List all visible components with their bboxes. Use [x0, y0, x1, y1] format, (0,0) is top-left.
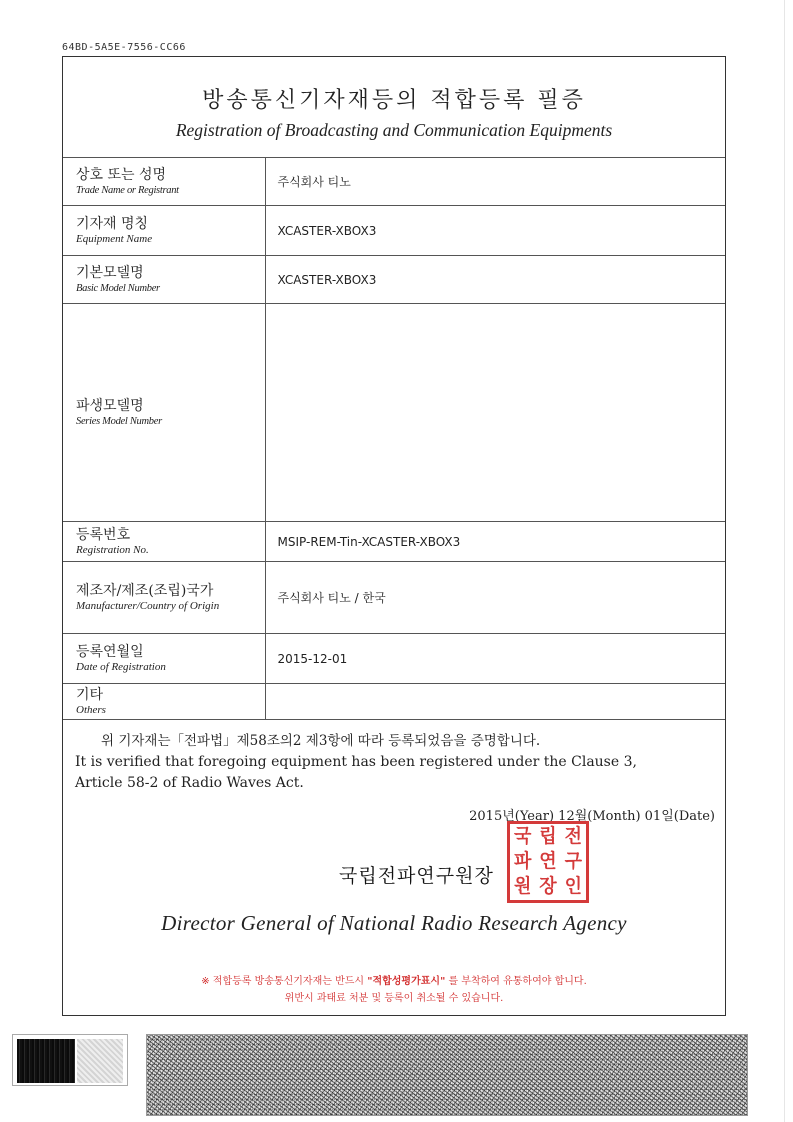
row-equipment-name [63, 206, 725, 256]
label-cell [63, 256, 265, 304]
label-ko: 제조자/제조(조립)국가 [76, 582, 214, 599]
label-en: Manufacturer/Country of Origin [76, 599, 220, 612]
label-cell [63, 562, 265, 634]
label-cell [63, 206, 265, 256]
label-en: Others [76, 703, 106, 716]
row-registration-no [63, 522, 725, 562]
notice-prefix: ※ 적합등록 방송통신기자재는 반드시 [201, 976, 368, 987]
security-pattern-dark [17, 1039, 75, 1083]
security-code-block [12, 1034, 128, 1086]
label-cell [63, 684, 265, 720]
label-ko: 등록연월일 [76, 643, 144, 660]
label-en: Registration No. [76, 543, 149, 556]
title-english: Registration of Broadcasting and Communication Equipments [175, 120, 613, 140]
registration-no-value: MSIP-REM-Tin-XCASTER-XBOX3 [265, 522, 725, 562]
title-korean: 방송통신기자재등의 적합등록 필증 [202, 88, 586, 113]
seal-char: 장 [539, 875, 557, 898]
label-ko: 파생모델명 [76, 397, 144, 414]
notice [63, 973, 725, 1007]
certification-korean: 위 기자재는「전파법」제58조의2 제3항에 따라 등록되었음을 증명합니다. [101, 733, 541, 749]
notice-line-1 [63, 973, 725, 990]
label-en: Trade Name or Registrant [76, 184, 179, 196]
others-value [265, 684, 725, 720]
label-cell [63, 304, 265, 522]
seal-char: 인 [564, 875, 583, 898]
security-barcode-pattern [146, 1034, 748, 1116]
label-en: Equipment Name [76, 232, 153, 245]
series-model-value [265, 304, 725, 522]
row-trade-name [63, 158, 725, 206]
security-pattern-light [77, 1039, 123, 1083]
row-registration-date [63, 634, 725, 684]
issuer-english: Director General of National Radio Research Agency [161, 911, 627, 935]
notice-emphasis: "적합성평가표시" [367, 976, 446, 987]
row-manufacturer [63, 562, 725, 634]
seal-char: 전 [564, 825, 583, 848]
label-cell [63, 522, 265, 562]
label-ko: 기본모델명 [76, 264, 144, 281]
seal-char: 원 [513, 875, 532, 898]
row-others [63, 684, 725, 720]
issuer-korean: 국립전파연구원장 [339, 865, 494, 887]
certification-english-line-2: Article 58-2 of Radio Waves Act. [75, 775, 304, 791]
document-id: 64BD-5A5E-7556-CC66 [62, 42, 186, 53]
equipment-name-value: XCASTER-XBOX3 [265, 206, 725, 256]
row-series-model [63, 304, 725, 522]
certificate-frame [62, 56, 726, 1016]
label-en: Basic Model Number [76, 282, 160, 294]
manufacturer-value: 주식회사 티노 / 한국 [265, 562, 725, 634]
trade-name-value: 주식회사 티노 [265, 158, 725, 206]
official-seal-stamp [507, 821, 589, 903]
page-edge-line [784, 0, 785, 1122]
issue-date: 2015년(Year) 12월(Month) 01일(Date) [469, 809, 715, 824]
label-ko: 등록번호 [76, 526, 131, 543]
basic-model-value: XCASTER-XBOX3 [265, 256, 725, 304]
notice-suffix: 를 부착하여 유통하여야 합니다. [445, 976, 587, 987]
seal-char: 립 [539, 825, 557, 848]
registration-table [63, 157, 725, 720]
label-en: Series Model Number [76, 415, 162, 427]
label-ko: 기자재 명칭 [76, 215, 149, 232]
label-en: Date of Registration [76, 660, 166, 673]
seal-char: 파 [513, 850, 532, 873]
label-cell [63, 634, 265, 684]
certification-statement [75, 731, 715, 794]
registration-date-value: 2015-12-01 [265, 634, 725, 684]
notice-line-2: 위반시 과태료 처분 및 등록이 취소될 수 있습니다. [284, 993, 504, 1004]
certification-english-line-1: It is verified that foregoing equipment has been registered under the Clause 3, [75, 754, 637, 770]
label-cell [63, 158, 265, 206]
label-ko: 기타 [76, 686, 104, 703]
label-ko: 상호 또는 성명 [76, 166, 167, 183]
row-basic-model [63, 256, 725, 304]
seal-char: 연 [539, 850, 557, 873]
seal-char: 구 [564, 850, 583, 873]
seal-char: 국 [513, 825, 532, 848]
